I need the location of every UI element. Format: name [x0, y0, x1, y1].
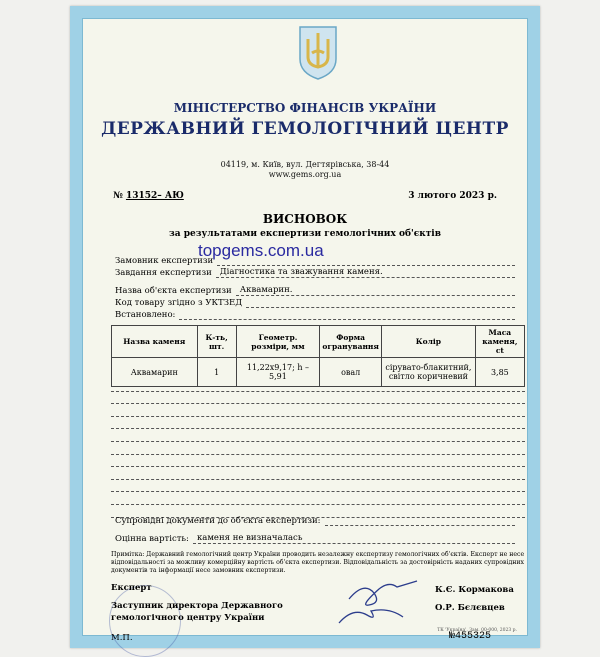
cell-qty: 1	[197, 358, 236, 387]
cell-mass: 3,85	[475, 358, 524, 387]
cell-cut: овал	[320, 358, 382, 387]
object-field: Назва об'єкта експертизи Аквамарин.	[115, 285, 515, 296]
cell-name: Аквамарин	[112, 358, 198, 387]
col-header: Геометр. розміри, мм	[236, 326, 319, 358]
code-field: Код товару згідно з УКТЗЕД	[115, 297, 515, 308]
certificate-paper	[82, 18, 528, 643]
col-header: Маса каменя, ct	[475, 326, 524, 358]
valuation-field: Оцінна вартість: каменя не визначалась	[115, 533, 515, 544]
col-header: Форма огранування	[320, 326, 382, 358]
table-header-row	[112, 326, 525, 358]
expert-label: Експерт	[111, 583, 152, 593]
cell-size: 11,22x9,17; h – 5,91	[236, 358, 319, 387]
center-title: ДЕРЖАВНИЙ ГЕМОЛОГІЧНИЙ ЦЕНТР	[101, 119, 509, 139]
signature-scribble-icon	[319, 577, 429, 629]
website: www.gems.org.ua	[268, 170, 342, 179]
address: 04119, м. Київ, вул. Дегтярівська, 38-44	[220, 160, 390, 169]
col-header: Назва каменя	[112, 326, 198, 358]
task-field: Завдання експертизи Діагностика та зважування каменя.	[115, 267, 515, 278]
doc-subtitle: за результатами експертизи гемологічних об'єктів	[169, 229, 441, 239]
print-footer: ТК 'Україна', Зам. 00-000, 2023 р.	[437, 628, 517, 633]
established-field: Встановлено:	[115, 309, 515, 320]
trident-emblem-icon	[296, 23, 340, 81]
doc-number: № 13152– АЮ	[113, 191, 184, 201]
expert-name: К.Є. Кормакова	[435, 585, 514, 595]
stones-table	[111, 325, 525, 387]
ministry-title: МІНІСТЕРСТВО ФІНАНСІВ УКРАЇНИ	[173, 101, 437, 115]
watermark-text: topgems.com.ua	[198, 241, 324, 260]
deputy-title-line2: гемологічного центру України	[111, 613, 265, 623]
deputy-name: О.Р. Бєлєвцев	[435, 603, 505, 613]
serial-number: №455325	[448, 631, 491, 642]
note-text: Примітка: Державний гемологічний центр України проводить незалежну експертизу гемологічних об'єктів. Експерт не несе відповідальності за можливу комерційну вартість об'єкта експертизи. Відповідальність за достовірність наданих супровідних документів та інформації несе замовник експертизи.	[111, 551, 525, 574]
doc-title: ВИСНОВОК	[262, 212, 348, 226]
doc-date: 3 лютого 2023 р.	[408, 191, 497, 201]
cell-color: сірувато-блакитний, світло коричневий	[382, 358, 476, 387]
customer-field: Замовник експертизи	[115, 255, 515, 266]
deputy-title-line1: Заступник директора Державного	[111, 601, 283, 611]
col-header: Колір	[382, 326, 476, 358]
stamp-label: М.П.	[111, 633, 133, 643]
docs-field: Супровідні документи до об'єкта експертизи:	[115, 515, 515, 526]
col-header: К-ть, шт.	[197, 326, 236, 358]
blank-lines	[111, 379, 525, 518]
certificate-sheet	[70, 6, 540, 648]
